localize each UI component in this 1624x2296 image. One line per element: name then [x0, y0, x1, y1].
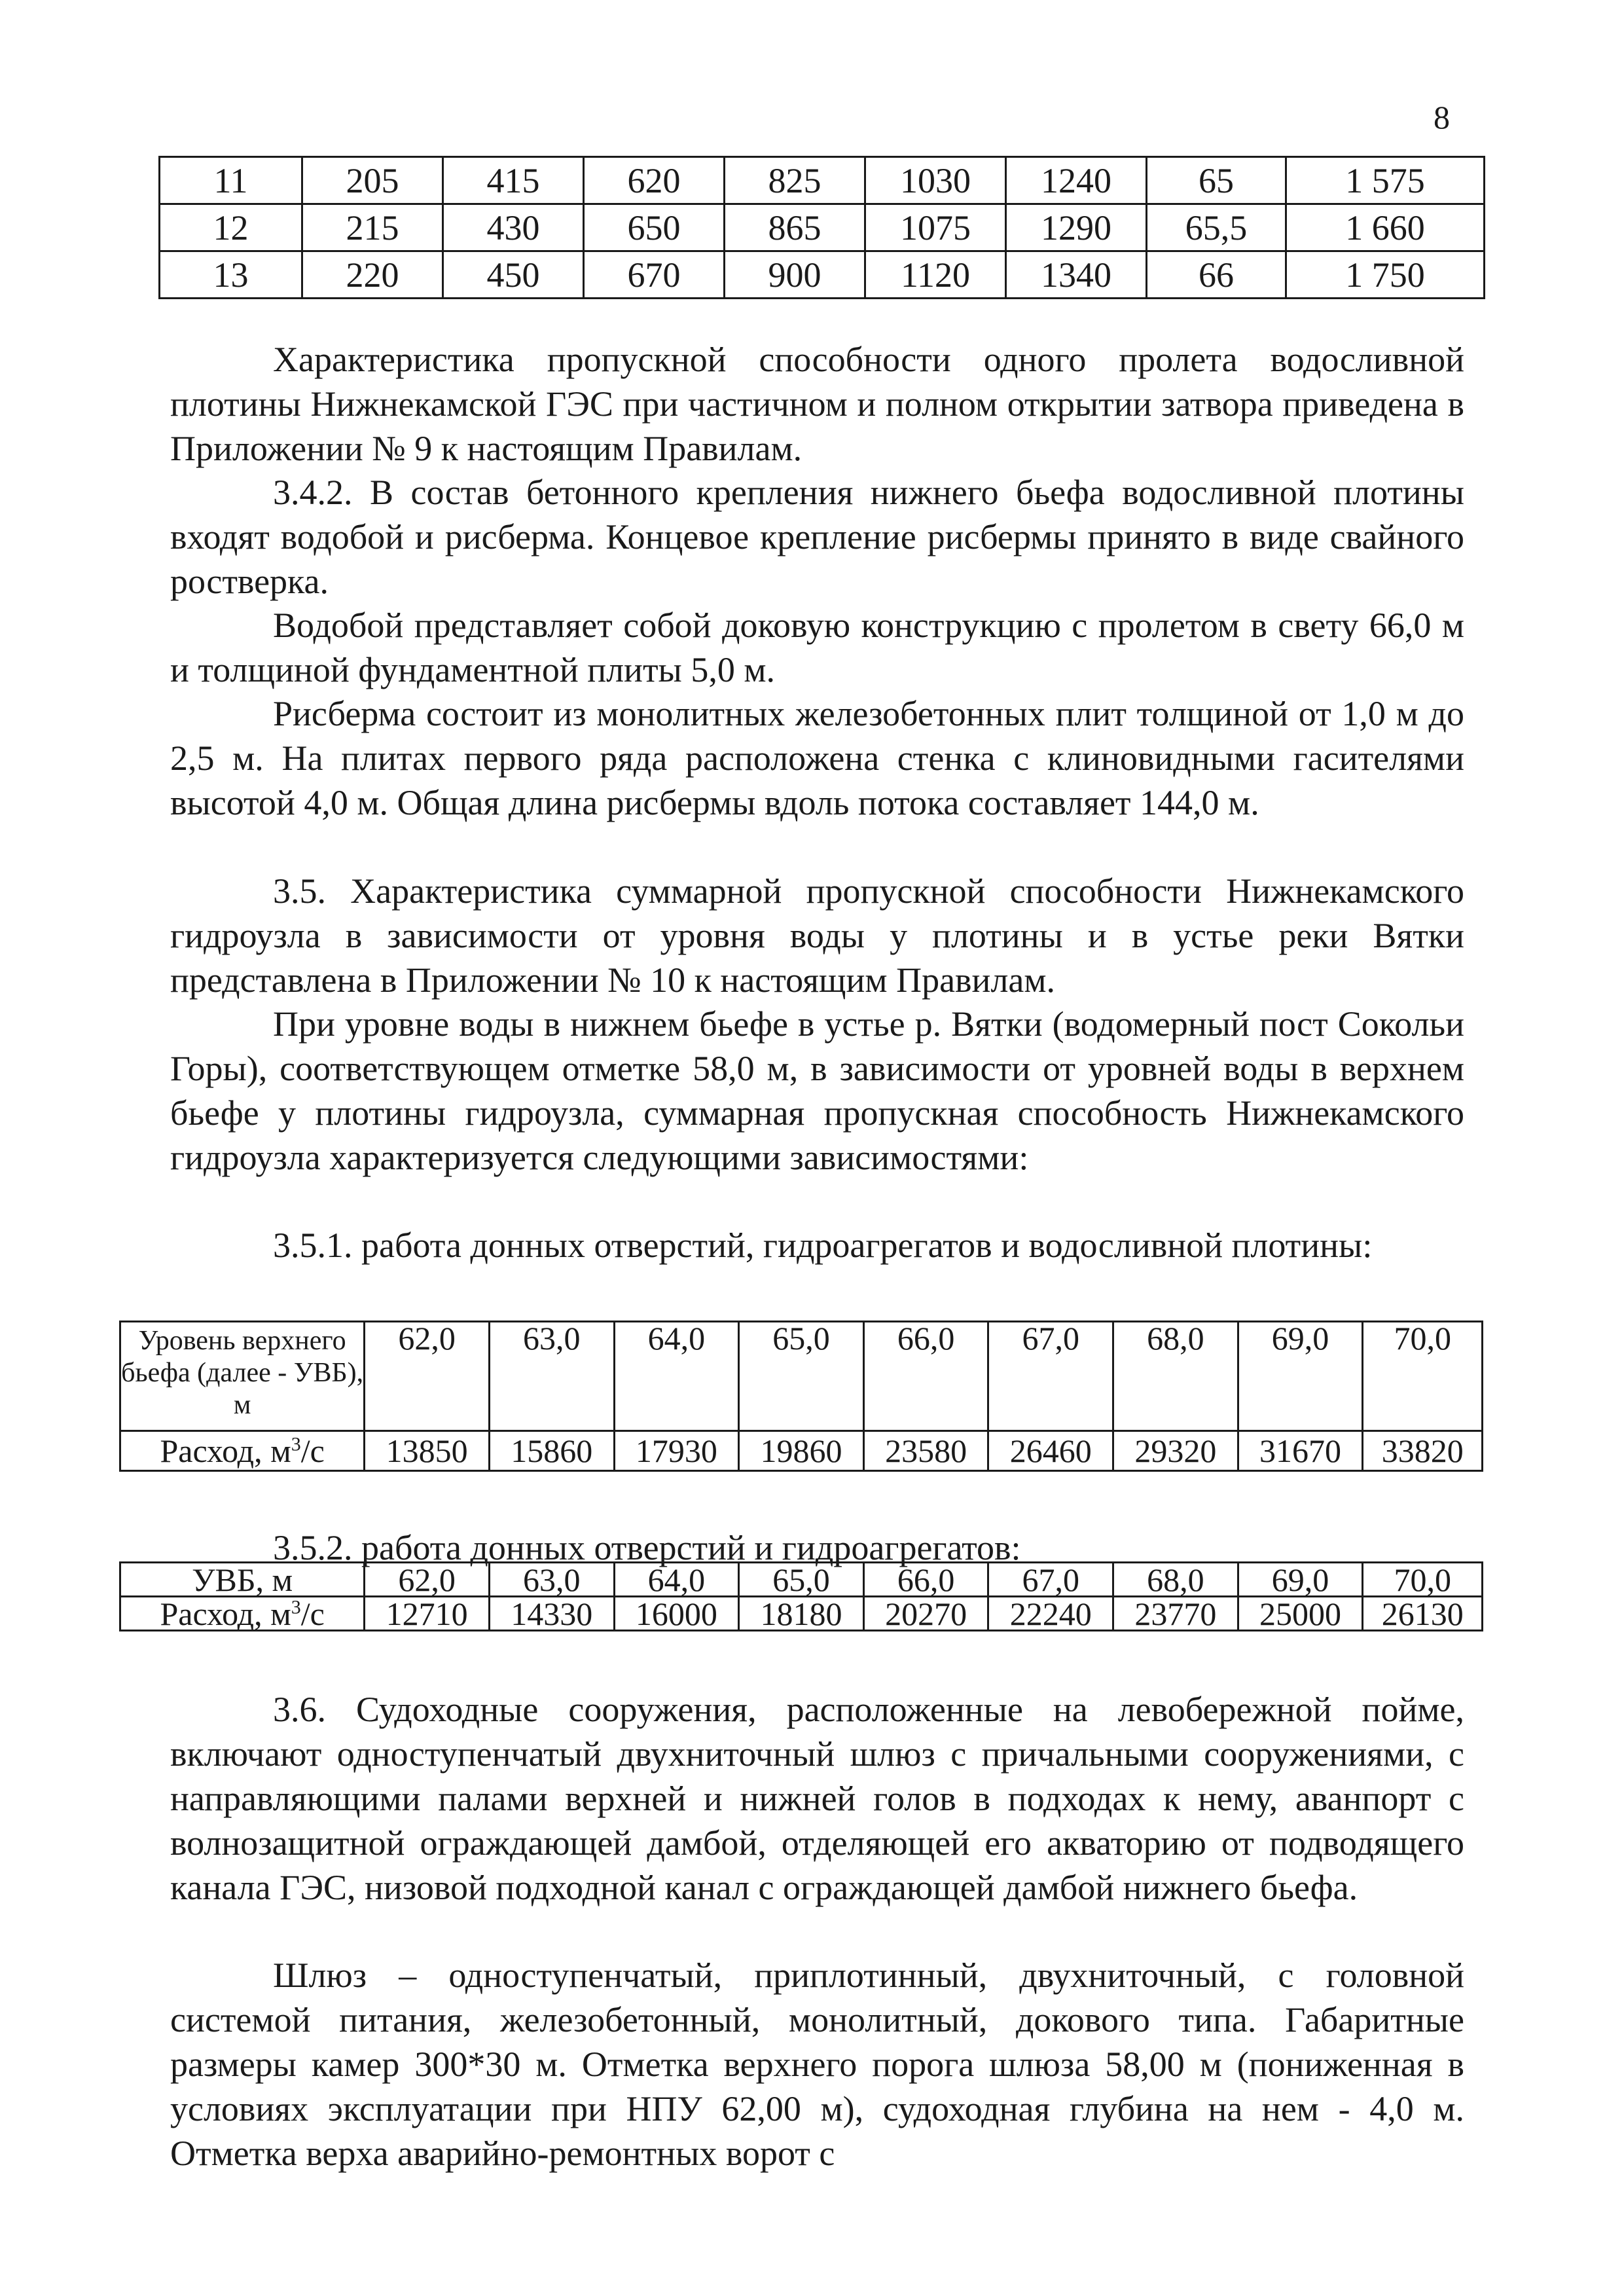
table-cell: 33820 [1363, 1431, 1483, 1471]
table-row [120, 1431, 1483, 1471]
table-cell: 65,0 [739, 1563, 864, 1597]
table-cell: 68,0 [1113, 1322, 1238, 1431]
table-cell: 63,0 [489, 1563, 614, 1597]
table-row [160, 157, 1485, 204]
page-number: 8 [1434, 99, 1450, 136]
table-cell: 17930 [614, 1431, 739, 1471]
table-cell: 1075 [865, 204, 1006, 251]
table-cell: 13850 [365, 1431, 490, 1471]
table-row [160, 251, 1485, 299]
paragraph-spillway-capacity: Характеристика пропускной способности одного пролета водосливной плотины Нижнекамской ГЭС при частичном и полном открытии затвора приведена в Приложении № 9 к настоящим Правилам. [170, 340, 1464, 468]
table-cell: 62,0 [365, 1563, 490, 1597]
table-cell: 450 [443, 251, 584, 299]
table-cell: 650 [584, 204, 725, 251]
table-cell: 23580 [863, 1431, 988, 1471]
table-cell: 670 [584, 251, 725, 299]
table-cell: 19860 [739, 1431, 864, 1471]
table-cell: 825 [725, 157, 865, 204]
table-cell: 67,0 [988, 1563, 1113, 1597]
table-cell: 67,0 [988, 1322, 1113, 1431]
table-cell: 64,0 [614, 1563, 739, 1597]
table-cell: 31670 [1238, 1431, 1363, 1471]
table-cell: 68,0 [1113, 1563, 1238, 1597]
paragraph-3-4-2: 3.4.2. В состав бетонного крепления нижнего бьефа водосливной плотины входят водобой и рисберма. Концевое крепление рисбермы принято в виде свайного ростверка. [170, 473, 1464, 601]
table-cell: 1340 [1006, 251, 1147, 299]
table-cell: 1290 [1006, 204, 1147, 251]
table-cell: 1 750 [1286, 251, 1485, 299]
table-cell: 415 [443, 157, 584, 204]
table-cell: 1 575 [1286, 157, 1485, 204]
table-cell: 13 [160, 251, 302, 299]
table-cell: 1120 [865, 251, 1006, 299]
paragraph-3-5: 3.5. Характеристика суммарной пропускной способности Нижнекамского гидроузла в зависимости от уровня воды у плотины и в устье реки Вятки представлена в Приложении № 10 к настоящим Правилам. [170, 871, 1464, 1000]
table-cell: 18180 [739, 1597, 864, 1631]
table-cell: 69,0 [1238, 1563, 1363, 1597]
table-cell: 14330 [489, 1597, 614, 1631]
level-header-cell: Уровень верхнего бьефа (далее - УВБ), м [120, 1322, 365, 1431]
table-row [120, 1322, 1483, 1431]
table-cell: 12710 [365, 1597, 490, 1631]
table-cell: 70,0 [1363, 1563, 1483, 1597]
table-cell: 23770 [1113, 1597, 1238, 1631]
flow-header-cell: Расход, $м^3/с$ [120, 1597, 365, 1631]
table-cell: 70,0 [1363, 1322, 1483, 1431]
paragraph-3-5-2: 3.5.2. работа донных отверстий и гидроагрегатов: [273, 1528, 1021, 1567]
table-cell: 1240 [1006, 157, 1147, 204]
table-cell: 26130 [1363, 1597, 1483, 1631]
table-cell: 215 [302, 204, 443, 251]
table-cell: 25000 [1238, 1597, 1363, 1631]
table-cell: 63,0 [489, 1322, 614, 1431]
paragraph-lock: Шлюз – одноступенчатый, приплотинный, двухниточный, с головной системой питания, железобетонный, монолитный, докового типа. Габаритные размеры камер 300*30 м. Отметка верхнего порога шлюза 58,00 м (пониженная в условиях эксплуатации при НПУ 62,00 м), судоходная глубина на нем - 4,0 м. Отметка верха аварийно-ремонтных ворот с [170, 1956, 1464, 2173]
table-cell: 865 [725, 204, 865, 251]
table-cell: 66,0 [863, 1322, 988, 1431]
paragraph-lower-pool: При уровне воды в нижнем бьефе в устье р. Вятки (водомерный пост Сокольи Горы), соответствующем отметке 58,0 м, в зависимости от уровней воды в верхнем бьефе у плотины гидроузла, суммарная пропускная способность Нижнекамского гидроузла характеризуется следующими зависимостями: [170, 1004, 1464, 1177]
table-cell: 1030 [865, 157, 1006, 204]
table-cell: 64,0 [614, 1322, 739, 1431]
table-cell: 16000 [614, 1597, 739, 1631]
table-cell: 65 [1147, 157, 1286, 204]
table-cell: 69,0 [1238, 1322, 1363, 1431]
table-cell: 66 [1147, 251, 1286, 299]
table-cell: 65,0 [739, 1322, 864, 1431]
paragraph-apron: Рисберма состоит из монолитных железобетонных плит толщиной от 1,0 м до 2,5 м. На плитах первого ряда расположена стенка с клиновидными гасителями высотой 4,0 м. Общая длина рисбермы вдоль потока составляет 144,0 м. [170, 694, 1464, 822]
table-cell: 22240 [988, 1597, 1113, 1631]
discharge-table-continued [158, 156, 1485, 299]
flow-header-cell: Расход, $м^3/с$ [120, 1431, 365, 1471]
table-cell: 430 [443, 204, 584, 251]
table-row [120, 1563, 1483, 1597]
table-cell: 29320 [1113, 1431, 1238, 1471]
level-header-cell: УВБ, м [120, 1563, 365, 1597]
paragraph-3-6: 3.6. Судоходные сооружения, расположенные на левобережной пойме, включают одноступенчатый двухниточный шлюз с причальными сооружениями, с направляющими палами верхней и нижней голов в подходах к нему, аванпорт с волнозащитной ограждающей дамбой, отделяющей его акваторию от подводящего канала ГЭС, низовой подходной канал с ограждающей дамбой нижнего бьефа. [170, 1690, 1464, 1907]
table-3-5-1 [119, 1321, 1483, 1472]
table-cell: 220 [302, 251, 443, 299]
paragraph-stilling-basin: Водобой представляет собой доковую конструкцию с пролетом в свету 66,0 м и толщиной фундаментной плиты 5,0 м. [170, 606, 1464, 689]
table-cell: 900 [725, 251, 865, 299]
table-cell: 62,0 [365, 1322, 490, 1431]
table-cell: 1 660 [1286, 204, 1485, 251]
table-cell: 11 [160, 157, 302, 204]
table-row [120, 1597, 1483, 1631]
table-3-5-2 [119, 1561, 1483, 1631]
table-cell: 26460 [988, 1431, 1113, 1471]
table-cell: 65,5 [1147, 204, 1286, 251]
table-cell: 12 [160, 204, 302, 251]
table-cell: 205 [302, 157, 443, 204]
table-cell: 15860 [489, 1431, 614, 1471]
table-cell: 66,0 [863, 1563, 988, 1597]
paragraph-3-5-1: 3.5.1. работа донных отверстий, гидроагрегатов и водосливной плотины: [273, 1226, 1373, 1265]
table-cell: 20270 [863, 1597, 988, 1631]
table-row [160, 204, 1485, 251]
table-cell: 620 [584, 157, 725, 204]
